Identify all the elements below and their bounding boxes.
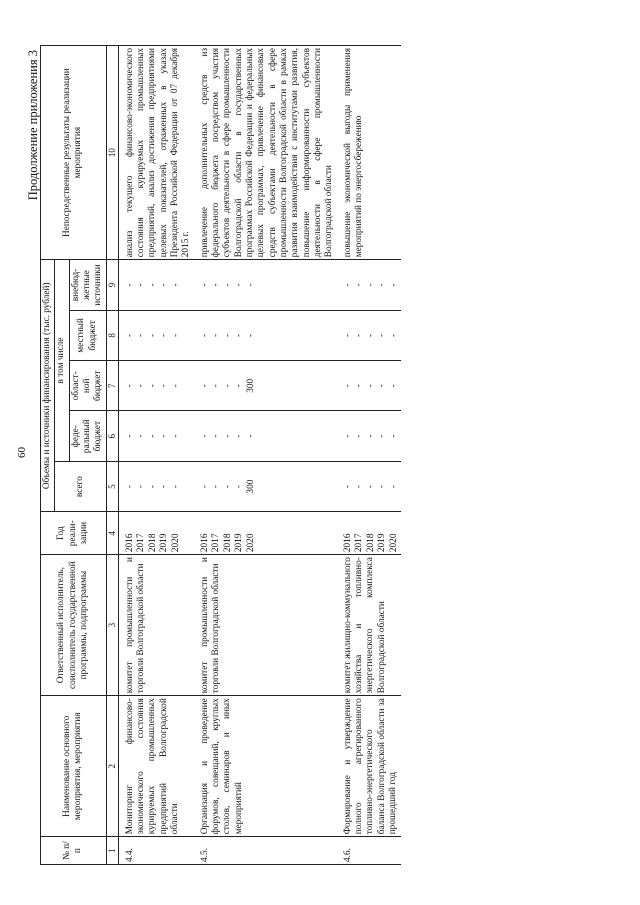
- funding-extrabudgetary: -: [365, 283, 376, 287]
- funding-extrabudgetary: -: [211, 283, 222, 287]
- program-activities-table: [40, 45, 401, 865]
- funding-regional: -: [354, 384, 365, 388]
- table-row: [337, 46, 402, 865]
- expected-result: привлечение дополнительных средств из федерального бюджета посредством участия субъектов деятельности в сфере промышленности Волгоградской области в государственных программах Российской Федерации и федеральных целевых программах, привлечение финансовых средств субъектами деятельности в сфере промышленности Волгоградской области в рамках развития взаимодействия с институтами развития, повышение информированности субъектов деятельности в сфере промышленности Волгоградской области: [194, 46, 337, 260]
- funding-federal: -: [147, 434, 158, 438]
- funding-extrabudgetary: -: [136, 283, 147, 287]
- funding-local: -: [211, 333, 222, 337]
- column-number: 6: [106, 411, 118, 461]
- funding-total: -: [234, 485, 245, 489]
- funding-local: -: [170, 333, 181, 337]
- funding-local: -: [136, 333, 147, 337]
- funding-extrabudgetary: -: [222, 283, 233, 287]
- funding-federal: -: [377, 434, 388, 438]
- implementation-year: 2019: [159, 533, 170, 553]
- activity-name: Мониторинг финансово-экономического состояния курируемых промышленных предприятий Волгоградской области: [118, 696, 193, 837]
- column-number: 8: [106, 310, 118, 360]
- funding-extrabudgetary-cell: [337, 260, 402, 310]
- funding-federal: -: [124, 434, 135, 438]
- implementation-year: 2020: [388, 533, 399, 553]
- funding-extrabudgetary: -: [342, 283, 353, 287]
- funding-regional-cell: [118, 361, 193, 411]
- expected-result: повышение экономической выгоды применения мероприятий по энергосбережению: [337, 46, 402, 260]
- header-result: Непосредственные результаты реализации мероприятия: [41, 46, 107, 260]
- implementation-year: 2018: [222, 533, 233, 553]
- funding-regional: -: [170, 384, 181, 388]
- funding-total: -: [136, 485, 147, 489]
- funding-extrabudgetary: -: [245, 283, 256, 287]
- header-no: № п/п: [41, 837, 107, 865]
- funding-regional-cell: [194, 361, 337, 411]
- column-number-row: [106, 46, 118, 865]
- funding-total-cell: [337, 461, 402, 511]
- funding-federal: -: [199, 434, 210, 438]
- responsible-executor: комитет промышленности и торговли Волгоградской области: [118, 555, 193, 696]
- funding-total: -: [147, 485, 158, 489]
- header-including: в том числе: [55, 260, 69, 462]
- funding-total: -: [159, 485, 170, 489]
- funding-regional: -: [124, 384, 135, 388]
- funding-local-cell: [337, 310, 402, 360]
- funding-federal-cell: [337, 411, 402, 461]
- funding-extrabudgetary: -: [199, 283, 210, 287]
- funding-regional-cell: [337, 361, 402, 411]
- funding-federal-cell: [118, 411, 193, 461]
- funding-total-cell: [118, 461, 193, 511]
- funding-local: -: [377, 333, 388, 337]
- header-local: местный бюджет: [69, 310, 106, 360]
- column-number: 9: [106, 260, 118, 310]
- column-number: 10: [106, 46, 118, 260]
- funding-federal: -: [342, 434, 353, 438]
- page-number: 60: [16, 447, 28, 458]
- activity-name: Организация и проведение форумов, совещаний, круглых столов, семинаров и иных мероприятий: [194, 696, 337, 837]
- funding-regional: -: [377, 384, 388, 388]
- funding-federal: -: [234, 434, 245, 438]
- funding-regional: -: [211, 384, 222, 388]
- funding-extrabudgetary: -: [388, 283, 399, 287]
- funding-federal: -: [170, 434, 181, 438]
- funding-total: -: [211, 485, 222, 489]
- funding-federal: -: [354, 434, 365, 438]
- funding-federal: -: [388, 434, 399, 438]
- implementation-year-cell: [194, 512, 337, 555]
- funding-extrabudgetary: -: [234, 283, 245, 287]
- funding-federal: -: [159, 434, 170, 438]
- appendix-continuation-note: Продолжение приложения 3: [26, 50, 40, 201]
- funding-federal: -: [136, 434, 147, 438]
- funding-local: -: [234, 333, 245, 337]
- funding-regional: -: [222, 384, 233, 388]
- implementation-year: 2017: [354, 533, 365, 553]
- funding-regional: -: [136, 384, 147, 388]
- implementation-year: 2016: [199, 533, 210, 553]
- responsible-executor: комитет жилищно-коммунального хозяйства и топливно-энергетического комплекса Волгоградской области: [337, 555, 402, 696]
- funding-local: -: [147, 333, 158, 337]
- funding-total: -: [342, 485, 353, 489]
- responsible-executor: комитет промышленности и торговли Волгоградской области: [194, 555, 337, 696]
- funding-total-cell: [194, 461, 337, 511]
- funding-local: -: [354, 333, 365, 337]
- table-body: [118, 46, 401, 865]
- implementation-year: 2020: [245, 533, 256, 553]
- funding-total: -: [222, 485, 233, 489]
- funding-extrabudgetary-cell: [194, 260, 337, 310]
- funding-local: -: [342, 333, 353, 337]
- expected-result: анализ текущего финансово-экономического состояния курируемых промышленных предприятий, анализ достижения предприятиями целевых показателей, отраженных в указах Президента Российской Федерации от 07 декабря 2015 г.: [118, 46, 193, 260]
- implementation-year: 2019: [377, 533, 388, 553]
- implementation-year: 2020: [170, 533, 181, 553]
- funding-local: -: [388, 333, 399, 337]
- funding-local: -: [159, 333, 170, 337]
- implementation-year: 2016: [342, 533, 353, 553]
- funding-federal: -: [222, 434, 233, 438]
- funding-total: -: [365, 485, 376, 489]
- funding-regional: -: [388, 384, 399, 388]
- funding-regional: 300: [245, 378, 256, 393]
- funding-local-cell: [118, 310, 193, 360]
- funding-total: 300: [245, 479, 256, 494]
- implementation-year: 2018: [147, 533, 158, 553]
- funding-total: -: [199, 485, 210, 489]
- funding-local: -: [245, 333, 256, 337]
- header-federal: феде- ральный бюджет: [69, 411, 106, 461]
- funding-regional: -: [159, 384, 170, 388]
- column-number: 2: [106, 696, 118, 837]
- funding-extrabudgetary: -: [124, 283, 135, 287]
- funding-regional: -: [147, 384, 158, 388]
- implementation-year-cell: [118, 512, 193, 555]
- implementation-year: 2017: [211, 533, 222, 553]
- funding-local: -: [199, 333, 210, 337]
- funding-regional: -: [234, 384, 245, 388]
- table-row: [194, 46, 337, 865]
- funding-federal: -: [245, 434, 256, 438]
- funding-federal-cell: [194, 411, 337, 461]
- column-number: 3: [106, 555, 118, 696]
- funding-local-cell: [194, 310, 337, 360]
- column-number: 4: [106, 512, 118, 555]
- funding-total: -: [377, 485, 388, 489]
- implementation-year: 2017: [136, 533, 147, 553]
- table-row: [118, 46, 193, 865]
- column-number: 1: [106, 837, 118, 865]
- funding-local: -: [365, 333, 376, 337]
- header-total: всего: [55, 461, 106, 511]
- funding-total: -: [124, 485, 135, 489]
- funding-local: -: [222, 333, 233, 337]
- funding-extrabudgetary: -: [354, 283, 365, 287]
- funding-federal: -: [211, 434, 222, 438]
- header-extrabudgetary: внебюд- жетные источники: [69, 260, 106, 310]
- implementation-year: 2018: [365, 533, 376, 553]
- column-number: 7: [106, 361, 118, 411]
- header-funding: Объемы и источники финансирования (тыс. рублей): [41, 260, 55, 512]
- header-year: Год реали- зации: [41, 512, 107, 555]
- implementation-year: 2016: [124, 533, 135, 553]
- funding-total: -: [170, 485, 181, 489]
- row-number: 4.6.: [337, 837, 402, 865]
- implementation-year: 2019: [234, 533, 245, 553]
- funding-extrabudgetary: -: [159, 283, 170, 287]
- funding-local: -: [124, 333, 135, 337]
- activity-name: Формирование и утверждение полного агрегированного топливно-энергетического баланса Волгоградской области за прошедший год: [337, 696, 402, 837]
- funding-extrabudgetary: -: [377, 283, 388, 287]
- funding-regional: -: [199, 384, 210, 388]
- row-number: 4.4.: [118, 837, 193, 865]
- funding-total: -: [354, 485, 365, 489]
- implementation-year-cell: [337, 512, 402, 555]
- row-number: 4.5.: [194, 837, 337, 865]
- funding-extrabudgetary: -: [170, 283, 181, 287]
- funding-extrabudgetary-cell: [118, 260, 193, 310]
- funding-regional: -: [365, 384, 376, 388]
- funding-regional: -: [342, 384, 353, 388]
- funding-federal: -: [365, 434, 376, 438]
- header-name: Наименование основного мероприятия, мероприятия: [41, 696, 107, 837]
- header-executor: Ответственный исполнитель, соисполнитель государственной программы, подпрограммы: [41, 555, 107, 696]
- column-number: 5: [106, 461, 118, 511]
- funding-total: -: [388, 485, 399, 489]
- funding-extrabudgetary: -: [147, 283, 158, 287]
- header-regional: област- ной бюджет: [69, 361, 106, 411]
